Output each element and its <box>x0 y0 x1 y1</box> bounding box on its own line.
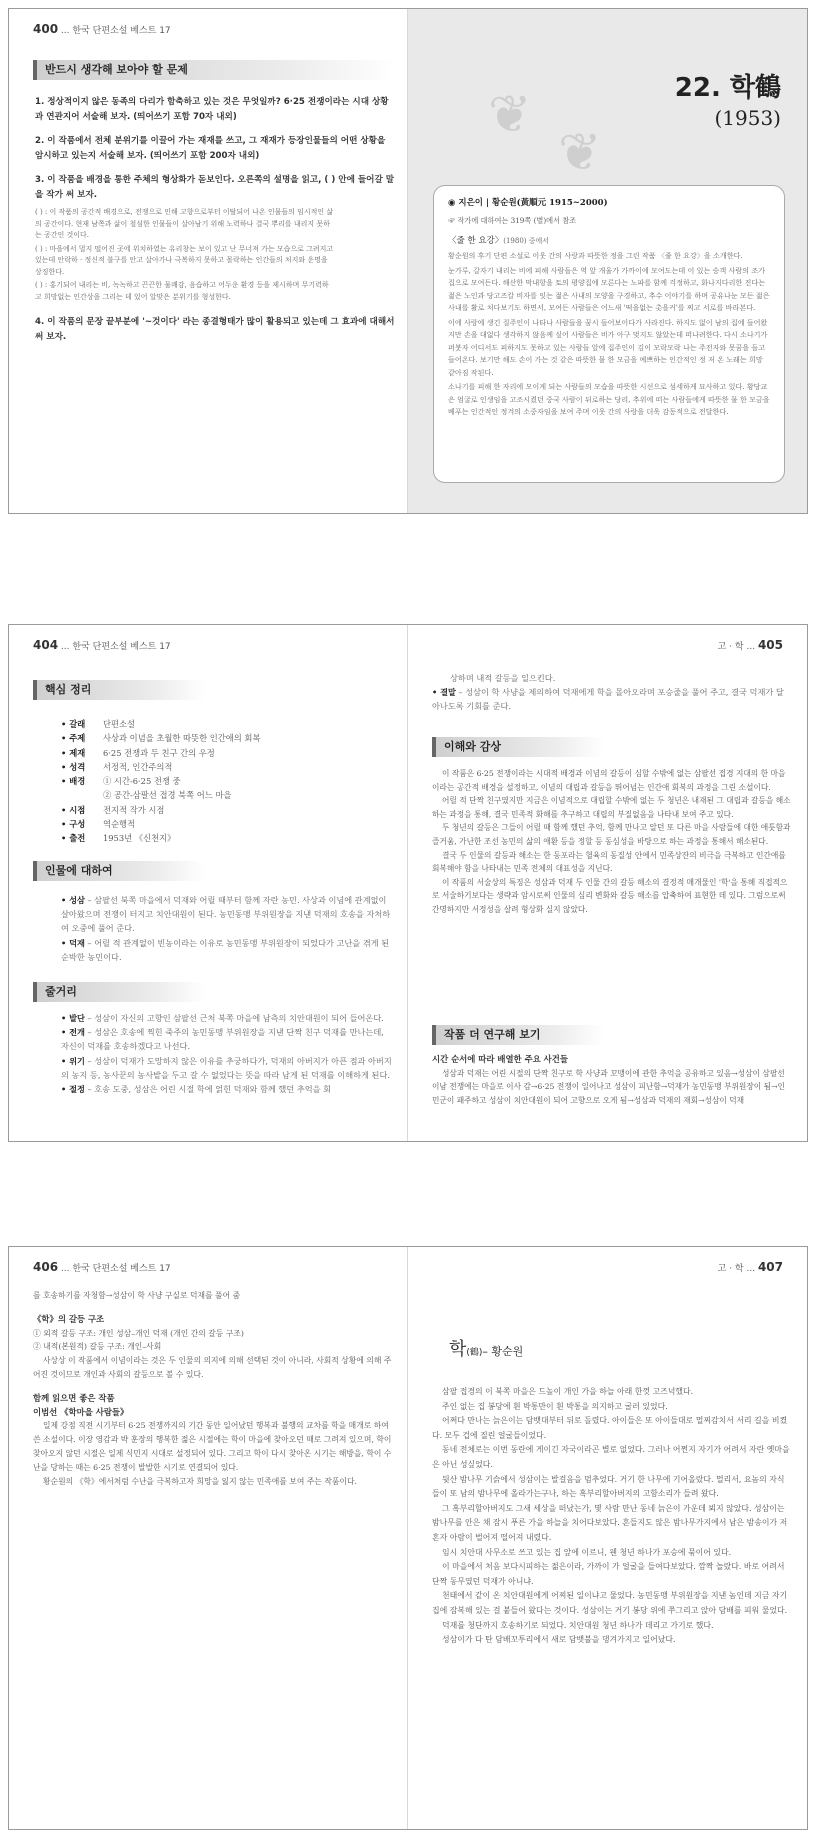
paragraph: 사상상 이 작품에서 이념이라는 것은 두 인물의 의지에 의해 선택된 것이 아니라, 사회적 상황에 의해 주어진 것이므로 개인과 사회의 갈등으로 볼 수 있다. <box>33 1356 392 1379</box>
key-summary <box>61 717 260 846</box>
paragraph: 성삼이가 다 탄 담배꼬투리에서 새로 담뱃불을 댕겨가지고 일어났다. <box>442 1635 676 1645</box>
list-item: ② 내적(본원적) 갈등 구조: 개인–사회 <box>33 1342 162 1352</box>
character-list <box>61 893 393 964</box>
spread-2 <box>8 624 808 1142</box>
running-header: 404 ... 한국 단편소설 베스트 17 <box>33 638 171 652</box>
spread-3 <box>8 1246 808 1830</box>
paragraph: 이 작품의 서술상의 특징은 성삼과 덕재 두 인물 간의 갈등 해소의 결정적 매개물인 '학'을 통해 직접적으로 서술하기보다는 생략과 암시로써 인물의 심리 변화와 갈등 해소를 압축하여 표현한 데 있다. 그럼으로써 간명하지만 서정성을 살려 형상화 실지 않았다. <box>432 877 788 914</box>
list-item: ① 외적 갈등 구조: 개인 성삼–개인 덕재 (개인 간의 갈등 구조) <box>33 1328 244 1338</box>
research-text: 시간 순서에 따라 배열한 주요 사건들 성삼과 덕재는 어린 시절의 단짝 친구로 학 사냥과 꼬맹이에 관한 추억을 공유하고 있음→성삼이 삼팔선 이남 전쟁에는 마을로 이사 감→6·25 전쟁이 일어나고 성삼이 피난함→덕재가 농민동맹 부위원장이 됨→인민군이 패주하고 성삼이 치안대원이 되어 고향으로 오게 됨→성삼과 덕재의 재회→성삼이 덕재 <box>432 1053 791 1107</box>
page-406 <box>9 1247 407 1829</box>
box-item: ( ) : 홍기되어 내리는 비, 녹녹하고 끈끈한 물쾌감, 음습하고 어두운 환경 등을 제시하며 무기력하고 희망없는 인간상을 그리는 데 있어 알맞은 분위기를 형성한다. <box>35 281 329 301</box>
section-title: 핵심 정리 <box>33 680 205 700</box>
paragraph: 일제 강점 직전 시기부터 6·25 전쟁까지의 기간 동안 일어났던 행복과 불행의 교차를 학을 매개로 하여 쓴 소설이다. 이장 영감과 박 훈장의 행복한 젊은 시절에는 학이 마을에 찾아오던 때로 그려져 있으며, 학이 찾아오지 않던 시절은 일제 식민지 시대로 설정되어 있다. 그리고 학이 다시 찾아온 시기는 해방을, 학이 수난을 당하는 때는 6·25 전쟁이 발발한 시기로 연결되어 있다. <box>33 1421 392 1472</box>
info-row: • 갈래 단편소설 <box>61 719 136 729</box>
page-405 <box>408 625 807 1141</box>
paragraph: 이 마을에서 처음 보다시피하는 젊은이라, 가까이 가 얼굴을 들여다보았다. 깜짝 놀랐다. 바로 어려서 단짝 동무였던 덕재가 아니냐. <box>432 1562 785 1586</box>
running-header: 고 · 학 ... 405 <box>717 638 783 652</box>
page-400 <box>9 9 407 513</box>
paragraph: 결국 두 인물의 갈등과 해소는 한 동포라는 혈육의 동질성 안에서 민족상잔의 비극을 극복하고 인간애를 회복해야 함을 나타내는 민족 전체의 대표성을 지닌다. <box>432 850 786 874</box>
author-line: ◉ 지은이 | 황순원(黃順元 1915~2000) <box>448 198 608 208</box>
page-407 <box>408 1247 807 1829</box>
page-401 <box>408 9 807 513</box>
story-title: 학(鶴)– 황순원 <box>449 1339 524 1360</box>
info-row: • 구성 역순행적 <box>61 819 136 830</box>
plot-list <box>61 1011 393 1096</box>
box-item: ( ) : 마을에서 멀지 떨어진 곳에 위치하였는 유리창는 보이 있고 난 무너져 가는 모습으로 그려지고 있는데 안락하 · 정신적 불구를 안고 살아가나 극복하지 못하고 몰락하는 인간들의 처지와 운명을 상징한다. <box>35 244 334 276</box>
section-title: 반드시 생각해 보아야 할 문제 <box>33 60 395 80</box>
section-title: 작품 더 연구해 보기 <box>432 1025 604 1045</box>
spread-1 <box>8 8 808 514</box>
section-title: 인물에 대하여 <box>33 861 205 881</box>
question-2: 2. 이 작품에서 전체 분위기를 이끌어 가는 재재를 쓰고, 그 재재가 등장인물들의 어떤 상황을 암시하고 있는지 서술해 보자. (띄어쓰기 포함 200자 내외) <box>35 136 386 161</box>
summary-paragraph: 소나기를 피해 한 자리에 모이게 되는 사람들의 모습을 따뜻한 시선으로 섬세하게 묘사하고 있다. 황당교은 엄굴로 인생임을 고조시켰던 중국 사람이 뒤로하는 당리, 추위에 떠는 사람들에게 따뜻한 물 한 모금을 베푸는 인간적인 정겨의 소중자임을 보여 주며 이웃 간의 사랑을 더욱 감동적으로 전달한다. <box>448 382 770 416</box>
paragraph: 동네 전체로는 이번 동란에 게이긴 자국이라곤 별로 없었다. 그러나 어쩐지 자기가 어려서 자란 옛마을은 아닌 성싶었다. <box>432 1445 790 1469</box>
info-row: ② 공간-삼팔선 접경 북쪽 어느 마을 <box>103 790 232 801</box>
list-item: • 전개 – 성삼은 호송에 찍힌 죽주의 농민동맹 부위원장을 지낸 단짝 친구 덕재를 만나는데, 자신이 덕재를 호송하겠다고 나선다. <box>61 1027 384 1052</box>
list-item: • 절정 – 호송 도중, 성삼은 어린 시절 학에 얽힌 덕재와 함께 했던 추억을 회 <box>61 1084 332 1095</box>
paragraph: 황순원의 《학》에서처럼 수난을 극복하고자 희망을 잃지 않는 민족애를 보여 주는 작품이다. <box>43 1476 357 1486</box>
summary-paragraph: 황순원의 후기 단편 소설로 이웃 간의 사랑과 따뜻한 정을 그린 작품 〈줄 한 요강〉을 소개한다. <box>448 251 743 260</box>
butterfly-icon: ❦ <box>488 85 532 145</box>
page-404 <box>9 625 407 1141</box>
info-row: • 성격 서정적, 인간주의적 <box>61 761 173 772</box>
paragraph: 삼팔 접경의 이 북쪽 마을은 드높이 개인 가을 하늘 아래 한껏 고즈넉했다. <box>442 1387 694 1396</box>
story-text <box>432 1385 791 1648</box>
answer-box <box>35 207 335 305</box>
summary-paragraph: 눈가루, 갈자기 내리는 비에 피해 사람들은 역 앞 개울가 가까이에 모여도는데 이 있는 승객 사람의 조가집으로 모여든다. 해산한 막내항을 토의 평양집에 모른다는 노파를 함께 걱정하고, 화나지다리한 진다는 젊은 노인과 당고즈칼 비자를 잇는 젊은 사내의 모양을 구경하고, 추수 이야기를 하며 공유나눈 모든 젊은 사내를 활로 처다보기도 하면서, 모여든 사람들은 어느새 '떡을없는 촛을커'를 찌고 서로를 바라본다. <box>448 265 770 312</box>
paragraph: 주인 없는 집 봉당에 흰 박통만이 흰 박통을 의지하고 굴러 있었다. <box>442 1401 668 1411</box>
paragraph: 임시 치안대 사무소로 쓰고 있는 집 앞에 이르니, 웬 청년 하나가 포승에 묶이어 있다. <box>442 1547 732 1557</box>
butterfly-icon: ❦ <box>558 123 602 183</box>
info-row: • 출전 1953년 《신천지》 <box>61 833 176 844</box>
running-header: 400 ... 한국 단편소설 베스트 17 <box>33 22 171 36</box>
paragraph: 그 혹부리할아버지도 그새 세상을 떠났는가, 몇 사람 만난 동네 늙은이 가운데 뵈지 않았다. 성삼이는 밤나무를 안은 채 잠시 푸른 가을 하늘을 치어다보았다. 흔들지도 않은 밤나무가지에서 남은 밤송이가 저 혼자 아람이 벌어져 떨어져 내렸다. <box>432 1503 788 1542</box>
chapter-title: 22. 학鶴 (1953) <box>674 73 781 130</box>
running-header: 406 ... 한국 단편소설 베스트 17 <box>33 1260 171 1274</box>
info-row: • 시점 전지적 작가 시점 <box>61 804 165 815</box>
list-item: • 성삼 – 삼팔선 북쪽 마을에서 덕재와 어릴 때부터 함께 자란 농민. 사상과 이념에 관계없이 살아왔으며 전쟁이 터지고 치안대원이 된다. 농민동맹 부위원장을 지낸 덕재의 호송을 자처하여 오중에 풀어 준다. <box>61 895 391 934</box>
list-item: • 결말 – 성삼이 학 사냥을 제의하여 덕재에게 학을 몰아오라며 포승줄을 풀어 주고, 결국 덕재가 달아나도록 기회를 준다. <box>432 687 784 712</box>
section-title: 이해와 감상 <box>432 737 604 757</box>
info-row: • 배경 ① 시간-6·25 전쟁 중 <box>61 776 181 787</box>
running-header: 고 · 학 ... 407 <box>717 1260 783 1274</box>
question-4: 4. 이 작품의 문장 끝부분에 '~것이다' 라는 종결형태가 많이 활용되고 있는데 그 효과에 대해서 써 보자. <box>35 317 395 342</box>
research-continued: 를 호송하기를 자청함→성삼이 학 사냥 구실로 덕재를 풀어 줌 《학》의 갈등 구조 ① 외적 갈등 구조: 개인 성삼–개인 덕재 (개인 간의 갈등 구조) ② 내적(본원적) 갈등 구조: 개인–사회 사상상 이 작품에서 이념이라는 것은 두 인물의 의지에 의해 선택된 것이 아니라, 사회적 상황에 의해 주어진 것이므로 개인과 사회의 갈등으로 볼 수 있다. 함께 읽으면 좋은 작품 이범선 《학마을 사람들》 일제 강점 직전 시기부터 6·25 전쟁까지의 기간 동안 일어났던 행복과 불행의 교차를 학을 매개로 하여 쓴 소설이다. 이장 영감과 박 훈장의 행복한 젊은 시절에는 학이 마을에 찾아오던 때로 그려져 있으며, 학이 찾아오지 않던 시절은 일제 식민지 시대로 설정되어 있다. 그리고 학이 다시 찾아온 시기는 해방을, 학이 수난을 당하는 때는 6·25 전쟁이 발발한 시기로 연결되어 있다. 황순원의 《학》에서처럼 수난을 극복하고자 희망을 잃지 않는 민족애를 보여 주는 작품이다. <box>33 1289 393 1488</box>
summary-paragraph: 이에 사랑에 생긴 질주인이 나타나 사람들을 꿈시 들어보이다가 사라진다. 하지도 없이 남의 집에 들어왔지만 손을 대없다 생각하지 않음께 싶어 사람들은 비가 아구 멎지도 않았는데 떠나려한다. 다시 소나기가 퍼붓자 어디서도 피하지도 못하고 있는 사람들 앞에 집주인이 김이 모락모락 나는 주전자와 못꿈을 들고 들어온다. 보기만 해도 손이 가는 것 같은 따뜻한 물 한 모금을 예쁘하는 인간적인 정 저 온 노래는 희망 같아짐 작된다. <box>448 317 768 377</box>
box-item: ( ) : 이 작품의 공간적 배경으로, 전쟁으로 인해 고향으로부터 이탈되어 나온 인물들의 임시적인 삶의 공간이다. 현재 남쪽과 삶이 철심한 인물들이 살아남기 위해 노력하나 결국 뿌리를 내리지 못하는 공간인 것이다. <box>35 208 334 239</box>
paragraph: 어릴 적 단짝 친구였지만 지금은 이념적으로 대립할 수밖에 없는 두 청년은 내재된 그 대립과 갈등을 해소하는 과정을 통해, 결국 민족적 화해를 추구하고 대립의 부질없음을 나타내 보여 주고 있다. <box>432 796 791 819</box>
author-note: ☞ 작가에 대하여는 319쪽 (별)에서 참조 <box>448 216 577 225</box>
section-title: 줄거리 <box>33 982 205 1002</box>
paragraph: 성삼과 덕재는 어린 시절의 단짝 친구로 학 사냥과 꼬맹이에 관한 추억을 공유하고 있음→성삼이 삼팔선 이남 전쟁에는 마을로 이사 감→6·25 전쟁이 일어나고 성삼이 피난함→덕재가 농민동맹 부위원장이 됨→인민군이 패주하고 성삼이 치안대원이 되어 고향으로 오게 됨→성삼과 덕재의 재회→성삼이 덕재 <box>432 1068 785 1105</box>
list-item: • 발단 – 성삼이 자신의 고향인 삼팔선 근처 북쪽 마을에 남측의 치안대원이 되어 들어온다. <box>61 1013 384 1023</box>
author-box <box>433 185 785 483</box>
info-row: • 제재 6·25 전쟁과 두 친구 간의 우정 <box>61 747 215 758</box>
question-1: 1. 정상적이지 않은 동족의 다리가 함축하고 있는 것은 무엇일까? 6·25 전쟁이라는 시대 상황과 연관지어 서술해 보자. (띄어쓰기 포함 70자 내외) <box>35 97 389 122</box>
paragraph: 두 청년의 갈등은 그들이 어릴 때 함께 했던 추억, 함께 만나고 알던 또 다른 마을 사람들에 대한 애틋함과 즐거움, 가난한 조선 농민의 삶의 애환 등을 정할 등 동심성을 바탕으로 하는 과정을 통해서 해소된다. <box>432 823 791 846</box>
paragraph: 뒷산 밤나무 기슭에서 성삼이는 발걸음을 멈추었다. 거기 한 나무에 기어올랐다. 멀리서, 요놈의 자식들이 또 남의 밤나무에 올라가는구나, 하는 혹부리할아버지의 고함소리가 들려 왔다. <box>432 1474 785 1499</box>
summary-heading: 〈줄 한 요강〉(1980) 중에서 <box>448 236 550 246</box>
plot-continued: 상하며 내적 갈등을 일으킨다. • 결말 – 성삼이 학 사냥을 제의하여 덕재에게 학을 몰아오라며 포승줄을 풀어 주고, 결국 덕재가 달아나도록 기회를 준다. <box>432 671 791 714</box>
list-item: • 위기 – 성삼이 덕재가 도망하지 않은 이유를 추궁하다가, 덕재의 아버지가 아픈 점과 아버지의 농지 등, 농사꾼의 농사밭을 두고 갈 수 없었다는 뜻을 따라 남게 된 덕재를 이해하게 된다. <box>61 1055 392 1080</box>
paragraph: 천태에서 같이 온 치안대원에게 어찌된 일이냐고 물었다. 농민동맹 부위원장을 지낸 놈인데 지금 자기 집에 잠복해 있는 걸 붙들어 왔다는 것이다. 성삼이는 거기 봉당 위에 쭈그리고 앉아 담배를 피워 물었다. <box>432 1591 788 1615</box>
paragraph: 덕재를 청단까지 호송하기로 되었다. 치안대원 청년 하나가 데리고 가기로 했다. <box>442 1620 714 1630</box>
question-3: 3. 이 작품을 배경을 통한 주체의 형상화가 돋보인다. 오른쪽의 설명을 읽고, ( ) 안에 들어갈 말을 작가 써 보자. <box>35 175 395 200</box>
paragraph: 이 작품은 6·25 전쟁이라는 시대적 배경과 이념의 갈등이 심할 수밖에 없는 삼팔선 접경 지대의 한 마을이라는 공간적 배경을 설정하고, 이념의 대립과 갈등을 뛰어넘는 인간애 회복의 과정을 그린 소설이다. <box>432 769 786 792</box>
appreciation-text <box>432 767 791 917</box>
list-item: • 덕재 – 어릴 적 관계없이 빈농이라는 이유로 농민동맹 부위원장이 되었다가 고난을 겪게 된 순박한 농민이다. <box>61 937 390 962</box>
paragraph: 어쩌다 만나는 늙은이는 담뱃대부터 뒤로 돌렸다. 아이들은 또 아이들대로 멀찌감치서 서리 길을 비켰다. 모두 겁에 질린 얼굴들이었다. <box>432 1416 788 1440</box>
info-row: • 주제 사상과 이념을 초월한 따뜻한 인간애의 회복 <box>61 733 261 744</box>
